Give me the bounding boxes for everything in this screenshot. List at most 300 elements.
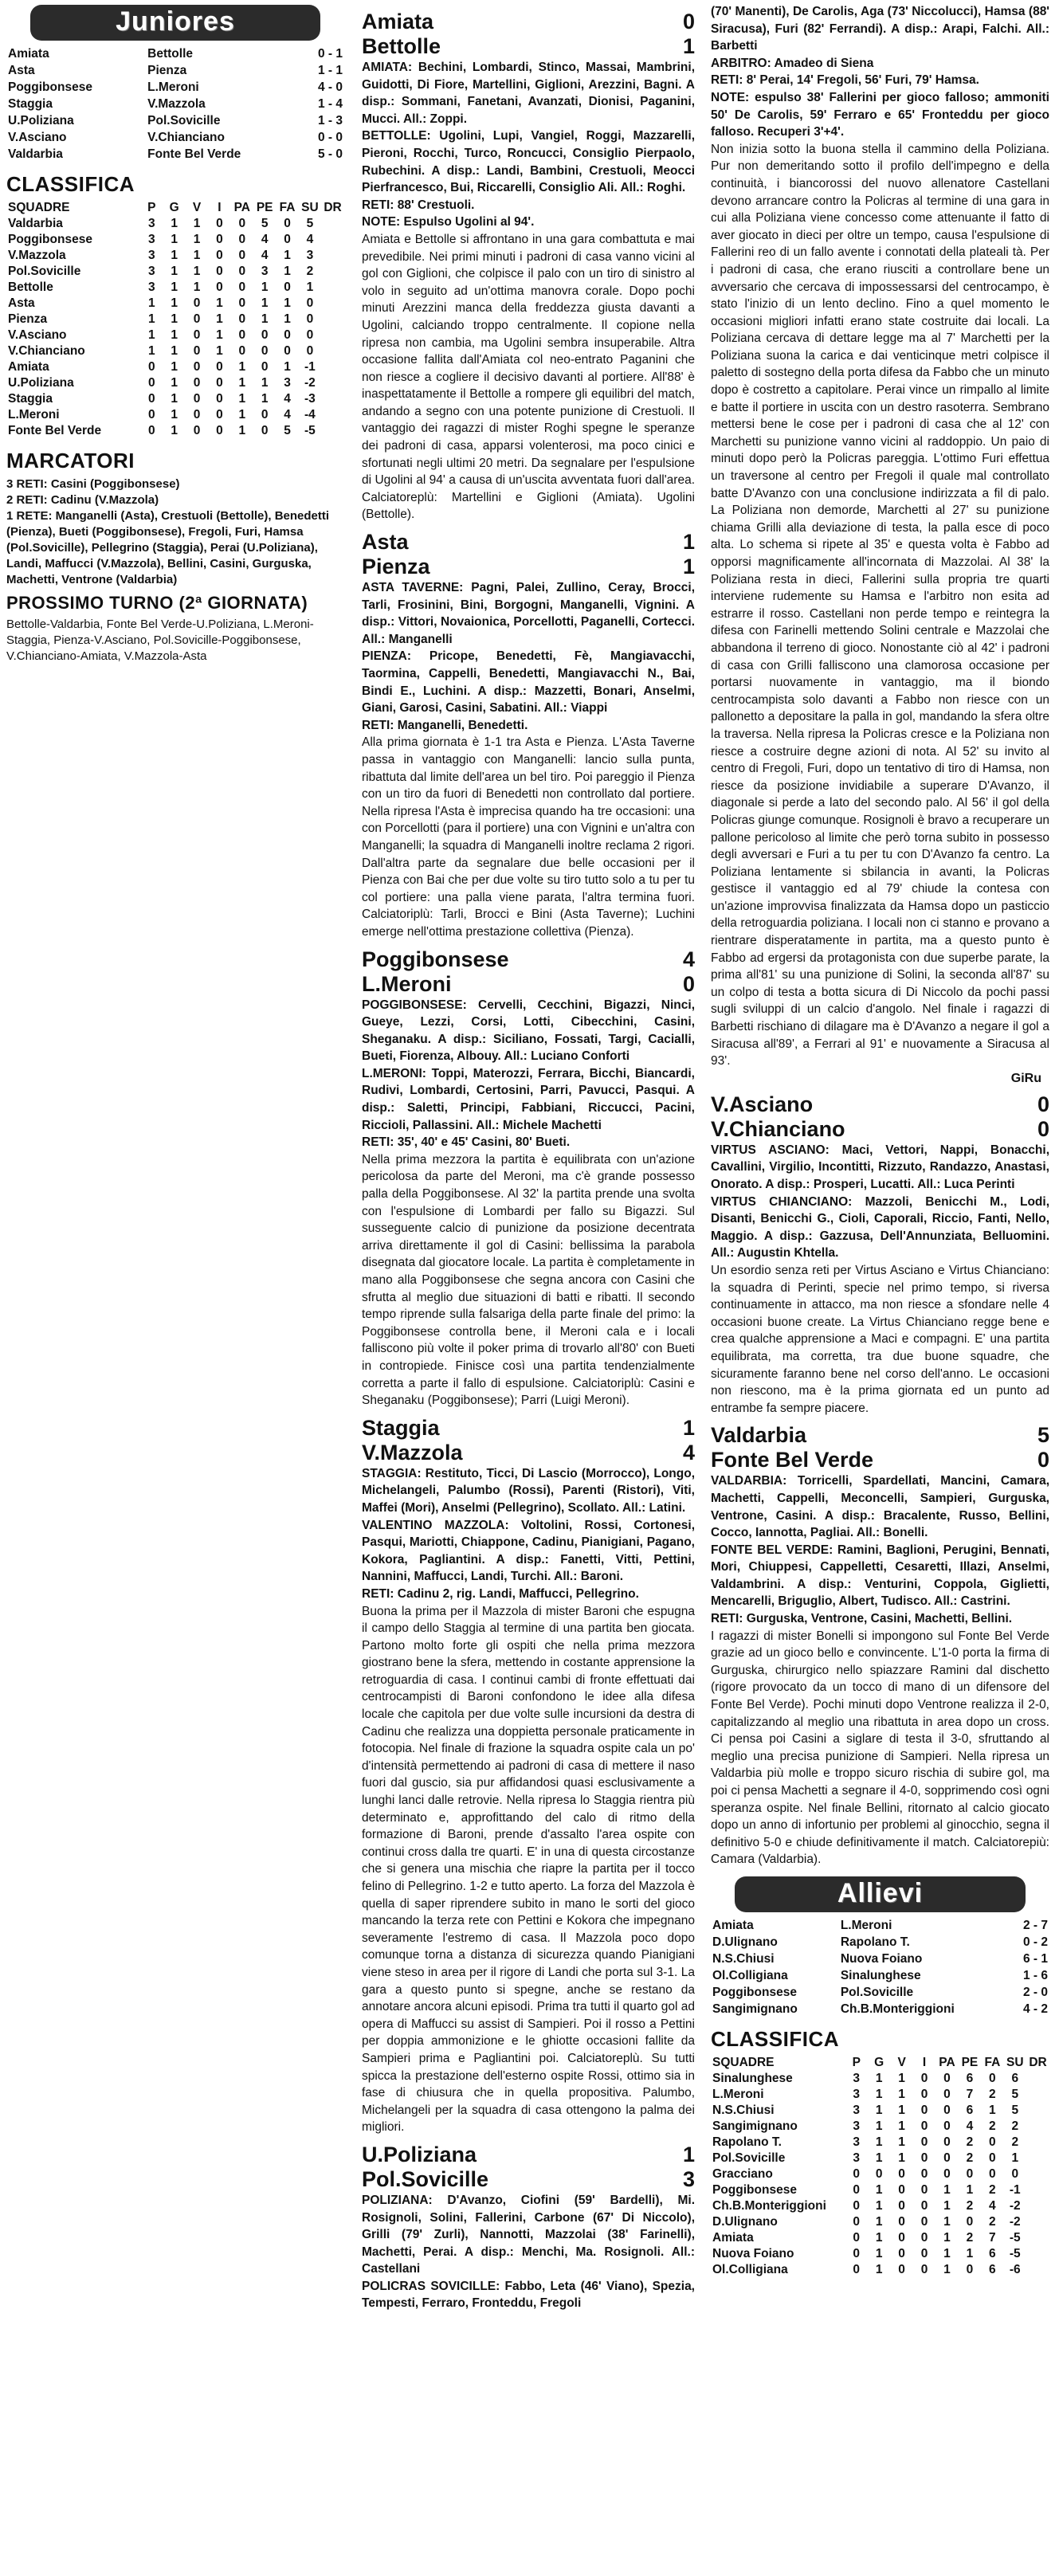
- standings-row: [6, 232, 344, 248]
- team-name: V.Mazzola: [8, 249, 66, 262]
- team-name: Amiata: [8, 360, 49, 374]
- stat-cell: 3: [147, 265, 155, 278]
- away-team: V.Chianciano: [711, 1116, 845, 1141]
- lineup-home: POLIZIANA: D'Avanzo, Ciofini (59' Bardelli), Mi. Rosignoli, Solini, Fallerini, Carbone (67' Di Niccolo), Grilli (79' Zurli), Nannotti, Mazzolai (38' Farinelli), Machetti, Perai. A disp.: Menchi, Ma. Rosignoli. All.: Castellani: [362, 2193, 695, 2276]
- home-team: Staggia: [362, 1415, 440, 1440]
- score: 6 - 1: [1022, 1951, 1048, 1966]
- standings-row: [6, 264, 344, 280]
- stat-cell: 0: [943, 2119, 951, 2133]
- stat-cell: 3: [147, 217, 155, 230]
- standings-row: [711, 2230, 1049, 2246]
- stat-cell: 2: [989, 2214, 996, 2229]
- result-row: [6, 112, 344, 129]
- stat-cell: 4: [261, 233, 269, 246]
- stat-cell: 4: [966, 2119, 974, 2133]
- stat-cell: -1: [1009, 2182, 1021, 2197]
- away-team: L.Meroni: [840, 1918, 892, 1932]
- match-header: [362, 2143, 695, 2192]
- stat-cell: 1: [898, 2119, 905, 2133]
- stat-cell: 0: [238, 312, 246, 326]
- home-score: 1: [682, 1415, 695, 1440]
- stat-cell: 0: [920, 2119, 928, 2133]
- team-name: L.Meroni: [712, 2087, 764, 2101]
- stat-cell: 1: [171, 408, 178, 421]
- stat-cell: 0: [216, 392, 223, 406]
- team-name: Sangimignano: [712, 2119, 798, 2133]
- stat-cell: 1: [216, 344, 223, 358]
- referee: ARBITRO: Amadeo di Siena: [711, 56, 874, 70]
- away-team: Pol.Sovicille: [147, 114, 221, 127]
- away-score: 1: [682, 555, 695, 579]
- stat-cell: 1: [261, 312, 269, 326]
- team-name: V.Chianciano: [8, 344, 85, 358]
- stat-cell: 0: [898, 2214, 905, 2229]
- stat-cell: 1: [171, 328, 178, 342]
- stat-cell: 0: [193, 328, 201, 342]
- stat-cell: 1: [284, 360, 291, 374]
- stat-cell: -2: [1009, 2214, 1021, 2229]
- stat-cell: 1: [943, 2262, 951, 2276]
- stat-cell: 1: [875, 2151, 883, 2165]
- result-row: [6, 96, 344, 112]
- result-row: [6, 45, 344, 62]
- score: 2 - 0: [1022, 1985, 1048, 1999]
- stat-cell: 0: [193, 296, 201, 310]
- away-line: [362, 1441, 695, 1465]
- stat-cell: 1: [171, 424, 178, 437]
- lineup-away: L.MERONI: Toppi, Materozzi, Ferrara, Bicchi, Biancardi, Rudivi, Lombardi, Certosini, Parri, Pavucci, Pasqui. A disp.: Saletti, Principi, Fabbiani, Riccucci, Pacini, Riccioli, Pallassini. All.: Michele Machetti: [362, 1066, 695, 1132]
- standings-row: [711, 2198, 1049, 2214]
- stat-cell: -3: [304, 392, 316, 406]
- standings-row: [711, 2166, 1049, 2182]
- team-name: Pol.Sovicille: [712, 2151, 786, 2165]
- away-team: Pol.Sovicille: [840, 1985, 914, 1999]
- standings-header-cell: FA: [279, 201, 296, 214]
- stat-cell: 0: [193, 408, 201, 421]
- stat-cell: 6: [966, 2103, 974, 2117]
- stat-cell: 3: [147, 233, 155, 246]
- home-team: N.S.Chiusi: [712, 1951, 775, 1966]
- stat-cell: 0: [943, 2103, 951, 2117]
- score: 1 - 3: [317, 114, 343, 127]
- stat-cell: 1: [216, 296, 223, 310]
- stat-cell: 1: [193, 233, 201, 246]
- column-2: [357, 0, 700, 2576]
- away-team: V.Mazzola: [147, 97, 206, 111]
- standings-header-cell: DR: [1029, 2055, 1047, 2069]
- stat-cell: 4: [989, 2198, 996, 2213]
- scorer-line: 1 RETE: Manganelli (Asta), Crestuoli (Bettolle), Benedetti (Pienza), Bueti (Poggibonsese), Fregoli, Furi, Hamsa (Pol.Sovicille), Pellegrino (Staggia), Perai (U.Poliziana), Landi, Maffucci (V.Mazzola), Bellini, Casini, Gurguska, Machetti, Ventrone (Valdarbia): [6, 509, 330, 586]
- stat-cell: 7: [966, 2087, 974, 2101]
- standings-row: [6, 391, 344, 407]
- stat-cell: 2: [306, 265, 314, 278]
- column-1: [0, 0, 351, 2576]
- score: 0 - 2: [1022, 1935, 1048, 1949]
- stat-cell: 0: [989, 2151, 996, 2165]
- stat-cell: 1: [171, 249, 178, 262]
- standings-row: [6, 296, 344, 312]
- standings-row: [711, 2262, 1049, 2278]
- stat-cell: 1: [147, 344, 155, 358]
- stat-cell: 2: [989, 2182, 996, 2197]
- stat-cell: 0: [216, 408, 223, 421]
- stat-cell: 0: [943, 2071, 951, 2085]
- home-team: V.Asciano: [711, 1092, 814, 1116]
- allievi-results: [711, 1917, 1049, 2017]
- stat-cell: 3: [147, 249, 155, 262]
- stat-cell: 0: [989, 2135, 996, 2149]
- stat-cell: 1: [875, 2182, 883, 2197]
- away-line: [362, 972, 695, 997]
- stat-cell: 0: [216, 217, 223, 230]
- result-row: [711, 1951, 1049, 1967]
- stat-cell: 0: [261, 328, 269, 342]
- stat-cell: 6: [1011, 2071, 1019, 2085]
- stat-cell: 1: [875, 2214, 883, 2229]
- stat-cell: 0: [989, 2071, 996, 2085]
- home-team: D.Ulignano: [712, 1935, 778, 1949]
- stat-cell: 1: [943, 2182, 951, 2197]
- stat-cell: 2: [966, 2230, 974, 2245]
- home-score: 5: [1037, 1423, 1049, 1448]
- stat-cell: 1: [238, 408, 246, 421]
- home-score: 1: [682, 2142, 695, 2166]
- stat-cell: 0: [920, 2214, 928, 2229]
- stat-cell: 0: [147, 360, 155, 374]
- stat-cell: 0: [238, 296, 246, 310]
- stat-cell: 0: [306, 344, 314, 358]
- team-name: Poggibonsese: [8, 233, 92, 246]
- lineup-away: VALENTINO MAZZOLA: Voltolini, Rossi, Cortonesi, Pasqui, Mariotti, Chiappone, Cadinu, Pianigiani, Pagano, Kokora, Pagliantini. A disp.: Fanetti, Vitti, Pettini, Nannini, Maffucci, Landi, Turchi. All.: Baroni.: [362, 1518, 695, 1584]
- match-report: Buona la prima per il Mazzola di mister Baroni che espugna il campo dello Staggia al termine di una partita ben giocata. Partono molto forte gli ospiti che nella prima mezzora giostrano bene la sfera, mettendo in costante apprensione la retroguardia di casa. I continui cambi di fronte effettuati dai centrocampisti di Baroni confondono le idee alla difesa locale che capitola per due volte sulle incursioni da destra di Cadinu che realizza una doppietta personale praticamente in fotocopia. Nel finale di frazione la squadra ospite cala un po' d'intensità permettendo ai padroni di casa di mettere il naso fuori dal guscio, sia pur affidandosi quasi esclusivamente a lunghi lanci dalle retrovie. Nella ripresa lo Staggia rientra più determinato e, approfittando del calo di ritmo della formazione di Baroni, prende d'assalto l'area ospite con continui cross dalla tre quarti. E' in una di questa circostanze che si genera una mischia che riapre la partita per il tocco felino di Pellegrino. 1-2 e tutto aperto. La forza del Mazzola è quella di saper riprendere subito in mano le sorti del gioco mancando la terza rete con Pettini e Kokora che impegnano severamente l'estremo di casa. Il Mazzola poco dopo comunque torna a distanza di sicurezza quando Pianigiani viene steso in area per il rigore di Landi che porta sul 3-1. La gara a questo punto si spegne, anche se restano da annotare ancora alcuni episodi. Prima tra tutti il quarto gol ad opera di Maffucci su assist di Sampieri. Poi il rosso a Pettini per doppia ammonizione e le ghiotte occasioni fallite da Sampieri prima e Pagliantini poi. Calciatoreplù. Su tutti spicca la prestazione dell'esterno ospite Rossi, ottimo sia in fase di chiusura che in quella propositiva. Palumbo, Michelangeli per la squadra di casa ottengono la palma dei migliori.: [362, 1604, 695, 2135]
- note: NOTE: Espulso Ugolini al 94'.: [362, 215, 535, 229]
- stat-cell: 2: [966, 2198, 974, 2213]
- home-team: Staggia: [8, 97, 53, 111]
- stat-cell: 0: [898, 2166, 905, 2181]
- home-score: 0: [1037, 1092, 1049, 1116]
- stat-cell: 1: [898, 2103, 905, 2117]
- stat-cell: 1: [216, 312, 223, 326]
- away-team: Nuova Foiano: [840, 1951, 923, 1966]
- team-name: Gracciano: [712, 2166, 773, 2181]
- stat-cell: 1: [238, 360, 246, 374]
- stat-cell: 0: [853, 2262, 861, 2276]
- home-team: Poggibonsese: [712, 1985, 797, 1999]
- stat-cell: 1: [147, 312, 155, 326]
- standings-row: [711, 2103, 1049, 2119]
- stat-cell: 0: [193, 344, 201, 358]
- team-name: D.Ulignano: [712, 2214, 778, 2229]
- stat-cell: 0: [875, 2166, 883, 2181]
- stat-cell: 4: [261, 249, 269, 262]
- stat-cell: 1: [171, 296, 178, 310]
- stat-cell: 2: [989, 2119, 996, 2133]
- team-name: Ch.B.Monteriggioni: [712, 2198, 826, 2213]
- stat-cell: 2: [1011, 2119, 1019, 2133]
- away-team: Bettolle: [362, 34, 441, 58]
- stat-cell: -1: [304, 360, 316, 374]
- stat-cell: 0: [920, 2166, 928, 2181]
- standings-row: [711, 2182, 1049, 2198]
- stat-cell: 5: [284, 424, 291, 437]
- standings-row: [711, 2087, 1049, 2103]
- standings-header-cell: G: [169, 201, 179, 214]
- stat-cell: 3: [853, 2151, 861, 2165]
- match-header: [362, 530, 695, 579]
- standings-header-cell: PA: [939, 2055, 955, 2069]
- stat-cell: 1: [989, 2103, 996, 2117]
- stat-cell: 1: [238, 392, 246, 406]
- stat-cell: 3: [853, 2087, 861, 2101]
- stat-cell: 0: [216, 265, 223, 278]
- home-team: V.Asciano: [8, 131, 67, 144]
- stat-cell: 0: [898, 2262, 905, 2276]
- away-team: L.Meroni: [362, 971, 452, 996]
- stat-cell: 1: [261, 376, 269, 390]
- home-team: Asta: [362, 530, 409, 555]
- result-row: [6, 129, 344, 146]
- stat-cell: 1: [171, 392, 178, 406]
- standings-row: [6, 312, 344, 327]
- stat-cell: 0: [898, 2182, 905, 2197]
- standings-header-cell: SQUADRE: [8, 201, 70, 214]
- stat-cell: 1: [875, 2262, 883, 2276]
- stat-cell: 0: [147, 408, 155, 421]
- author-signature: GiRu: [1010, 1071, 1041, 1085]
- away-team: Pienza: [147, 64, 187, 77]
- match-report: Un esordio senza reti per Virtus Asciano e Virtus Chianciano: la squadra di Perinti, specie nel primo tempo, si riversa continuamente in attacco, ma non riesce a sfondare nelle 4 occasioni buone create. La Virtus Chianciano regge bene e crea qualche apprensione a Maci e compagni. E' una partita equilibrata, ma corretta, tra due buone squadre, che sicuramente faranno bene nel corso dell'anno. Le occasioni non riescono, ma è la prima giornata ed un punto ad entrambe fa sempre piacere.: [711, 1263, 1049, 1415]
- stat-cell: 1: [171, 344, 178, 358]
- home-line: [362, 2143, 695, 2167]
- stat-cell: 0: [284, 280, 291, 294]
- stat-cell: 1: [284, 312, 291, 326]
- stat-cell: -2: [304, 376, 316, 390]
- team-name: V.Asciano: [8, 328, 67, 342]
- column-3: [706, 0, 1054, 2576]
- team-name: Ol.Colligiana: [712, 2262, 788, 2276]
- lineup-away: PIENZA: Pricope, Benedetti, Fè, Mangiavacchi, Taormina, Cappelli, Benedetti, Mangiavacchi N., Bai, Bindi E., Luchini. A disp.: Mazzetti, Bonari, Anselmi, Giani, Garosi, Casini, Sabatini. All.: Viappi: [362, 649, 695, 716]
- stat-cell: 3: [853, 2103, 861, 2117]
- stat-cell: 0: [898, 2246, 905, 2260]
- stat-cell: 0: [216, 376, 223, 390]
- away-team: V.Chianciano: [147, 131, 225, 144]
- stat-cell: 0: [238, 249, 246, 262]
- lineup-home: AMIATA: Bechini, Lombardi, Stinco, Massai, Mambrini, Guidotti, Di Fiore, Martellini, Giglioni, Arezzini, Bagni. A disp.: Sommani, Fanetani, Avanzati, Dionisi, Paganini, Mucci. All.: Zoppi.: [362, 61, 695, 126]
- stat-cell: 4: [306, 233, 314, 246]
- stat-cell: 0: [943, 2151, 951, 2165]
- stat-cell: 0: [898, 2198, 905, 2213]
- score: 1 - 4: [317, 97, 343, 111]
- score: 5 - 0: [317, 147, 343, 161]
- home-team: Amiata: [8, 47, 49, 61]
- home-line: [362, 10, 695, 34]
- stat-cell: 1: [171, 312, 178, 326]
- standings-row: [6, 280, 344, 296]
- home-score: 4: [682, 947, 695, 971]
- stat-cell: 1: [171, 360, 178, 374]
- result-row: [711, 2001, 1049, 2017]
- team-name: Rapolano T.: [712, 2135, 782, 2149]
- result-row: [6, 146, 344, 163]
- stat-cell: 1: [147, 296, 155, 310]
- stat-cell: 1: [875, 2198, 883, 2213]
- home-team: Amiata: [362, 10, 434, 33]
- stat-cell: 1: [898, 2135, 905, 2149]
- team-name: L.Meroni: [8, 408, 60, 421]
- stat-cell: 0: [989, 2166, 996, 2181]
- stat-cell: 0: [966, 2166, 974, 2181]
- team-name: N.S.Chiusi: [712, 2103, 775, 2117]
- away-line: [711, 1117, 1049, 1142]
- stat-cell: 3: [853, 2135, 861, 2149]
- stat-cell: 0: [284, 328, 291, 342]
- stat-cell: 0: [306, 296, 314, 310]
- stat-cell: 0: [920, 2198, 928, 2213]
- stat-cell: 7: [989, 2230, 996, 2245]
- home-team: Amiata: [712, 1918, 754, 1932]
- stat-cell: 0: [216, 280, 223, 294]
- lineup-home: VALDARBIA: Torricelli, Spardellati, Mancini, Camara, Machetti, Cappelli, Meconcelli, Sampieri, Gurguska, Ventrone, Casini. A disp.: Bracalente, Russo, Bellini, Cocco, Iannotta, Pagliai. All.: Bonelli.: [711, 1474, 1049, 1540]
- stat-cell: 0: [920, 2246, 928, 2260]
- stat-cell: 0: [853, 2230, 861, 2245]
- team-name: Pol.Sovicille: [8, 265, 81, 278]
- away-line: [362, 34, 695, 59]
- stat-cell: 1: [171, 217, 178, 230]
- stat-cell: 1: [875, 2071, 883, 2085]
- stat-cell: 1: [193, 217, 201, 230]
- stat-cell: 0: [193, 376, 201, 390]
- stat-cell: 1: [193, 249, 201, 262]
- stat-cell: 1: [193, 280, 201, 294]
- lineup-continuation: (70' Manenti), De Carolis, Aga (73' Niccolucci), Hamsa (88' Siracusa), Furi (82' Ferrandi). A disp.: Arapi, Falchi. All.: Barbetti: [711, 5, 1049, 53]
- stat-cell: 1: [875, 2230, 883, 2245]
- away-team: Fonte Bel Verde: [711, 1448, 874, 1472]
- home-team: Sangimignano: [712, 2002, 798, 2016]
- stat-cell: 0: [261, 424, 269, 437]
- home-team: U.Poliziana: [8, 114, 74, 127]
- stat-cell: 1: [943, 2198, 951, 2213]
- stat-cell: 0: [216, 249, 223, 262]
- match-header: [362, 10, 695, 59]
- lineup-home: ASTA TAVERNE: Pagni, Palei, Zullino, Ceray, Brocci, Tarli, Frosinini, Bini, Borgogni, Manganelli, Vignini. A disp.: Vittori, Novaionica, Porcellotti, Paganelli, Cortecci. All.: Manganelli: [362, 581, 695, 646]
- match-header: [711, 1092, 1049, 1142]
- stat-cell: 1: [193, 265, 201, 278]
- stat-cell: 4: [284, 392, 291, 406]
- result-row: [711, 1917, 1049, 1934]
- stat-cell: 0: [216, 424, 223, 437]
- home-score: 0: [682, 10, 695, 33]
- standings-row: [6, 343, 344, 359]
- stat-cell: 2: [966, 2135, 974, 2149]
- stat-cell: 1: [261, 280, 269, 294]
- stat-cell: 0: [943, 2135, 951, 2149]
- stat-cell: 0: [920, 2151, 928, 2165]
- stat-cell: 5: [306, 217, 314, 230]
- stat-cell: 0: [238, 280, 246, 294]
- stat-cell: 0: [853, 2246, 861, 2260]
- scorers-title: MARCATORI: [6, 449, 135, 472]
- stat-cell: 0: [920, 2103, 928, 2117]
- away-line: [362, 2167, 695, 2192]
- stat-cell: 0: [306, 328, 314, 342]
- stat-cell: -5: [304, 424, 316, 437]
- stat-cell: 2: [1011, 2135, 1019, 2149]
- allievi-banner: Allievi: [735, 1876, 1026, 1912]
- team-name: Nuova Foiano: [712, 2246, 794, 2260]
- home-team: Poggibonsese: [362, 947, 509, 971]
- team-name: Valdarbia: [8, 217, 63, 230]
- score: 1 - 1: [317, 64, 343, 77]
- standings-row: [6, 375, 344, 391]
- stat-cell: 1: [875, 2246, 883, 2260]
- away-team: Fonte Bel Verde: [147, 147, 241, 161]
- stat-cell: 0: [853, 2182, 861, 2197]
- match-report: Amiata e Bettolle si affrontano in una gara combattuta e mai prevedibile. Nei primi minuti i padroni di casa vanno vicini al gol con Giglioni, che colpisce il palo con un tiro di sinistro al volo in seguito ad un'ottima manovra corale. Dopo pochi minuti Arezzini manca della freddezza giusta davanti a Ugolini, calciando troppo centralmente. Il copione nella ripresa non cambia, ma Ugolini sembra insuperabile. Altra occasione fallita dall'Amiata col neo-entrato Paganini che non riesce a cogliere il decisivo davanti al portiere. All'88' è inaspettatamente il Bettolle a rompere gli equilibri del match, andando a segno con una potente punizione di Crestuoli. Il vantaggio dei ragazzi di mister Roghi spegne le speranze dei padroni di casa, apparsi volenterosi, ma poco cinici e sfortunati negli ultimi 20 metri. Da segnalare per l'espulsione di Ugolini al 94' a causa di un'uscita avventata fuori dall'area. Calciatoreplù: Martellini e Giglioni (Amiata). Ugolini (Bettolle).: [362, 232, 695, 522]
- stat-cell: 5: [1011, 2103, 1019, 2117]
- reti: RETI: 35', 40' e 45' Casini, 80' Bueti.: [362, 1135, 571, 1150]
- stat-cell: -5: [1009, 2246, 1021, 2260]
- scorer-line: 2 RETI: Cadinu (V.Mazzola): [6, 493, 159, 507]
- away-team: Sinalunghese: [840, 1968, 921, 1982]
- stat-cell: 3: [261, 265, 269, 278]
- stat-cell: 1: [284, 265, 291, 278]
- away-team: Bettolle: [147, 47, 193, 61]
- stat-cell: 1: [147, 328, 155, 342]
- stat-cell: 1: [171, 376, 178, 390]
- stat-cell: -4: [304, 408, 316, 421]
- standings-header-cell: V: [897, 2055, 906, 2069]
- stat-cell: 3: [853, 2071, 861, 2085]
- standings-row: [711, 2214, 1049, 2230]
- juniores-standings-table: [6, 200, 344, 439]
- lineup-home: VIRTUS ASCIANO: Maci, Vettori, Nappi, Bonacchi, Cavallini, Virgilio, Incontitti, Rizzuto, Randazzo, Anastasi, Onorato. A disp.: Prosperi, Lucatti. All.: Luca Perinti: [711, 1143, 1049, 1191]
- home-score: 1: [682, 530, 695, 555]
- stat-cell: 1: [966, 2182, 974, 2197]
- away-team: Ch.B.Monteriggioni: [840, 2002, 955, 2016]
- stat-cell: 1: [875, 2103, 883, 2117]
- stat-cell: 1: [216, 328, 223, 342]
- stat-cell: 1: [875, 2087, 883, 2101]
- away-team: L.Meroni: [147, 80, 199, 94]
- team-name: Sinalunghese: [712, 2071, 793, 2085]
- stat-cell: 0: [920, 2087, 928, 2101]
- stat-cell: 0: [920, 2135, 928, 2149]
- stat-cell: 0: [920, 2230, 928, 2245]
- stat-cell: 0: [853, 2214, 861, 2229]
- away-team: Pienza: [362, 555, 430, 579]
- standings-header-cell: SU: [301, 201, 319, 214]
- stat-cell: 1: [171, 280, 178, 294]
- juniores-standings-title: CLASSIFICA: [6, 172, 135, 196]
- score: 2 - 7: [1022, 1918, 1048, 1932]
- goals-line: RETI: 8' Perai, 14' Fregoli, 56' Furi, 79' Hamsa.: [711, 73, 979, 88]
- stat-cell: 0: [943, 2087, 951, 2101]
- stat-cell: 1: [943, 2246, 951, 2260]
- home-line: [362, 530, 695, 555]
- standings-header-cell: SQUADRE: [712, 2055, 775, 2069]
- stat-cell: 1: [261, 392, 269, 406]
- next-round-text: Bettolle-Valdarbia, Fonte Bel Verde-U.Poliziana, L.Meroni-Staggia, Pienza-V.Asciano, Pol.Sovicille-Poggibonsese, V.Chianciano-Amiata, V.Mazzola-Asta: [6, 618, 314, 663]
- standings-header-cell: V: [192, 201, 202, 214]
- scorers-list: [6, 476, 344, 588]
- team-name: Staggia: [8, 392, 53, 406]
- reti: RETI: Gurguska, Ventrone, Casini, Machetti, Bellini.: [711, 1612, 1013, 1626]
- stat-cell: 0: [193, 424, 201, 437]
- stat-cell: 0: [966, 2262, 974, 2276]
- stat-cell: 0: [216, 360, 223, 374]
- stat-cell: 3: [147, 280, 155, 294]
- home-team: Valdarbia: [711, 1423, 807, 1448]
